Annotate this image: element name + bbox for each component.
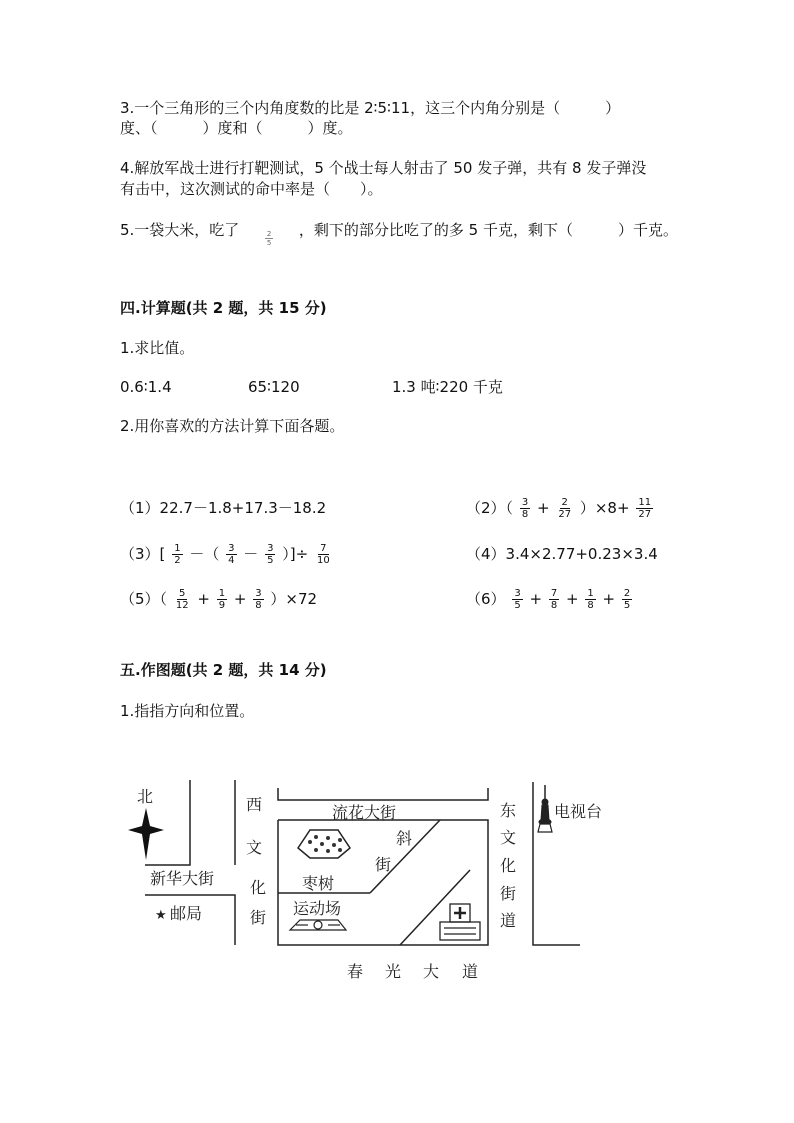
ratio-item-2: 65∶120 [248,378,300,396]
expr-1: （1）22.7－1.8+17.3－18.2 [120,499,327,517]
xiwen-label-2: 文 [246,838,263,857]
q4-line2: 有击中，这次测试的命中率是（ ）。 [120,180,383,198]
xiwen-label-1: 西 [246,795,263,814]
q5-post: ，剩下的部分比吃了的多 5 千克，剩下（ ）千克。 [298,221,678,239]
hospital-icon [440,904,480,940]
tv-station-label: 电视台 [554,802,603,821]
yundongchang-label: 运动场 [293,899,342,918]
expr-5: （5）（ $\frac{5}{12}$ + $\frac{1}{9}$ + $\frac{3}{8}$ ）×72 [120,588,318,611]
dongwen-label-3: 化 [500,856,517,875]
q5-fraction: $\frac{2}{5}$ [266,230,272,247]
dongwen-label-1: 东 [500,801,517,820]
chunguang-label-4: 道 [462,962,479,981]
chunguang-label-3: 大 [423,962,440,981]
section4-title: 四.计算题(共 2 题，共 15 分) [120,299,327,317]
ratio-item-1: 0.6∶1.4 [120,378,172,396]
playground-icon [290,920,346,930]
calc1-title: 1.求比值。 [120,339,195,357]
post-office-label: 邮局 [170,904,203,923]
dongwen-label-5: 道 [500,911,517,930]
q3-line1: 3.一个三角形的三个内角度数的比是 2∶5∶11，这三个内角分别是（ ） [120,99,621,117]
liuhua-top-border [278,788,488,800]
flowerbed-icon [298,830,350,858]
zaoshu-label: 枣树 [302,874,335,893]
post-star-icon: ★ [155,908,167,923]
xiwen-label-3: 化 [250,878,267,897]
calc2-title: 2.用你喜欢的方法计算下面各题。 [120,417,345,435]
expr-3: （3）[ $\frac{1}{2}$ －（ $\frac{3}{4}$ － $\frac{3}{5}$ ）]÷ $\frac{7}{10}$ [120,543,330,566]
expr-2: （2）（ $\frac{3}{8}$ + $\frac{2}{27}$ ）×8+ $\frac{11}{27}$ [466,497,652,520]
chunguang-label-2: 光 [385,962,402,981]
dongwen-label-4: 街 [500,884,517,903]
q5-pre: 5.一袋大米，吃了 [120,221,240,239]
draw1-title: 1.指指方向和位置。 [120,702,255,720]
expr-6: （6） $\frac{3}{5}$ + $\frac{7}{8}$ + $\frac{1}{8}$ + $\frac{2}{5}$ [466,588,631,611]
liuhua-label: 流花大街 [332,803,397,822]
north-label: 北 [137,787,154,806]
north-compass-icon [128,808,164,860]
jie-label: 街 [375,855,392,874]
chunguang-label-1: 春 [347,962,364,981]
xinhua-label: 新华大街 [150,869,215,888]
q3-line2: 度、（ ）度和（ ）度。 [120,119,353,137]
xiwen-label-4: 街 [250,908,267,927]
section5-title: 五.作图题(共 2 题，共 14 分) [120,661,327,679]
expr-4: （4）3.4×2.77+0.23×3.4 [466,545,658,563]
ratio-item-3: 1.3 吨∶220 千克 [392,378,503,396]
q4-line1: 4.解放军战士进行打靶测试，5 个战士每人射击了 50 发子弹，共有 8 发子弹没 [120,159,647,177]
dongwen-label-2: 文 [500,828,517,847]
tv-tower-icon [538,785,552,832]
xie-label: 斜 [396,829,413,848]
